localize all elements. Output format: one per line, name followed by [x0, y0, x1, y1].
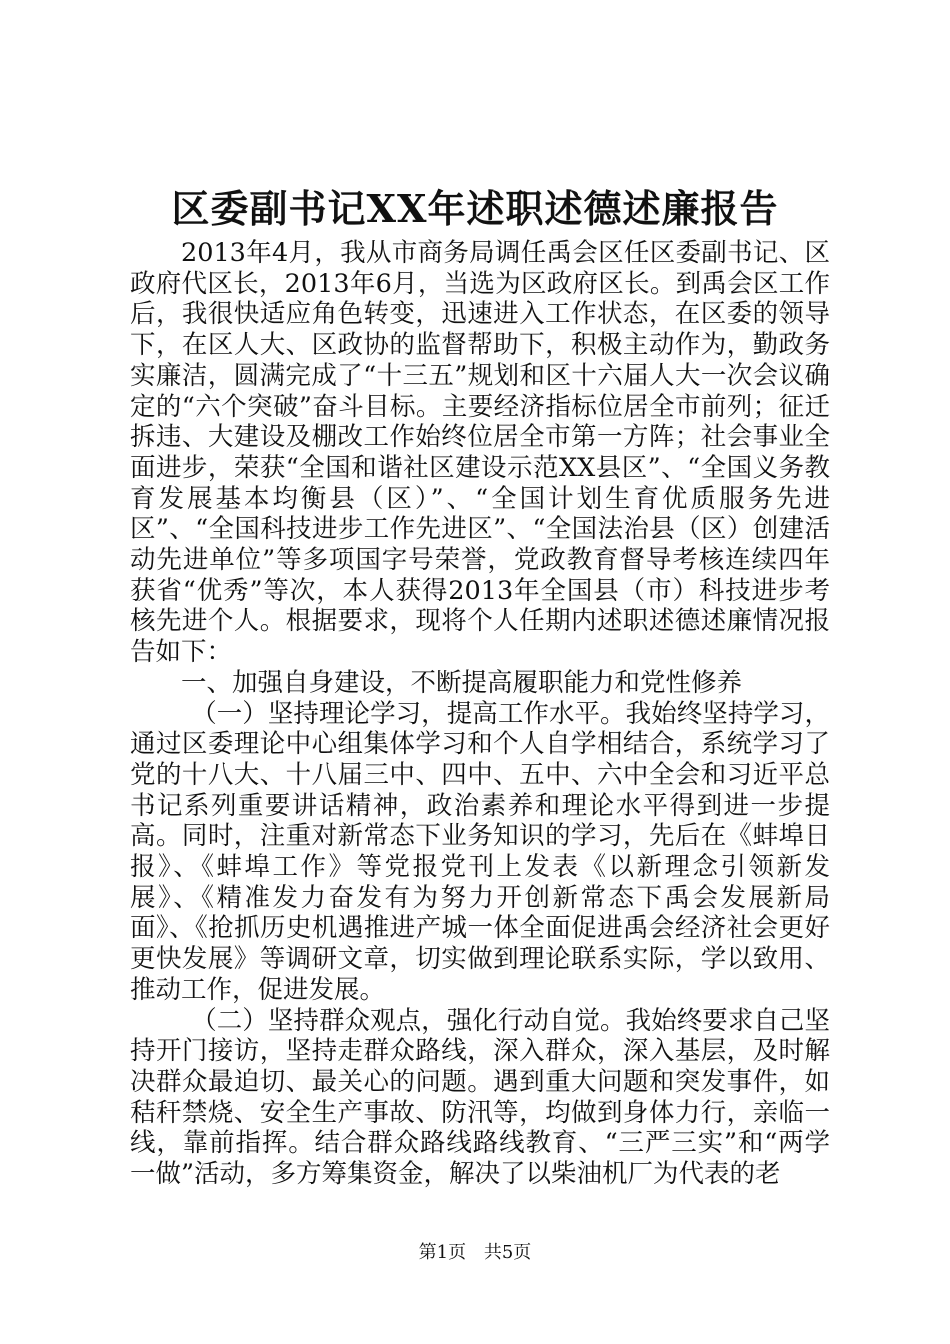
page-total: 共5页 — [483, 1242, 532, 1263]
page-number: 第1页 — [418, 1242, 467, 1263]
document-title: 区委副书记XX年述职述德述廉报告 — [171, 186, 779, 231]
paragraph-intro: 2013年4月，我从市商务局调任禹会区任区委副书记、区政府代区长，2013年6月，当选为区政府区长。到禹会区工作后，我很快适应角色转变，迅速进入工作状态，在区委的领导下，在区人大、区政协的监督帮助下，积极主动作为，勤政务实廉洁，圆满完成了“十三五”规划和区十六届人大一次会议确定的“六个突破”奋斗目标。主要经济指标位居全市前列；征迁拆违、大建设及棚改工作始终位居全市第一方阵；社会事业全面进步，荣获“全国和谐社区建设示范XX县区”、“全国义务教育发展基本均衡县（区）”、“全国计划生育优质服务先进区”、“全国科技进步工作先进区”、“全国法治县（区）创建活动先进单位”等多项国字号荣誉，党政教育督导考核连续四年获省“优秀”等次，本人获得2013年全国县（市）科技进步考核先进个人。根据要求，现将个人任期内述职述德述廉情况报告如下： — [130, 238, 830, 668]
paragraph-mass-line: （二）坚持群众观点，强化行动自觉。我始终要求自己坚持开门接访，坚持走群众路线，深入群众，深入基层，及时解决群众最迫切、最关心的问题。遇到重大问题和突发事件，如秸秆禁烧、安全生产事故、防汛等，均做到身体力行，亲临一线，靠前指挥。结合群众路线路线教育、“三严三实”和“两学一做”活动，多方筹集资金，解决了以柴油机厂为代表的老 — [130, 1005, 830, 1190]
paragraph-theory-study: （一）坚持理论学习，提高工作水平。我始终坚持学习，通过区委理论中心组集体学习和个人自学相结合，系统学习了党的十八大、十八届三中、四中、五中、六中全会和习近平总书记系列重要讲话精神，政治素养和理论水平得到进一步提高。同时，注重对新常态下业务知识的学习，先后在《蚌埠日报》、《蚌埠工作》等党报党刊上发表《以新理念引领新发展》、《精准发力奋发有为努力开创新常态下禹会发展新局面》、《抢抓历史机遇推进产城一体全面促进禹会经济社会更好更快发展》等调研文章，切实做到理论联系实际，学以致用、推动工作，促进发展。 — [130, 698, 830, 1005]
page-footer — [0, 1241, 950, 1265]
document-body — [130, 238, 830, 1190]
section-heading: 一、加强自身建设，不断提高履职能力和党性修养 — [181, 667, 743, 698]
